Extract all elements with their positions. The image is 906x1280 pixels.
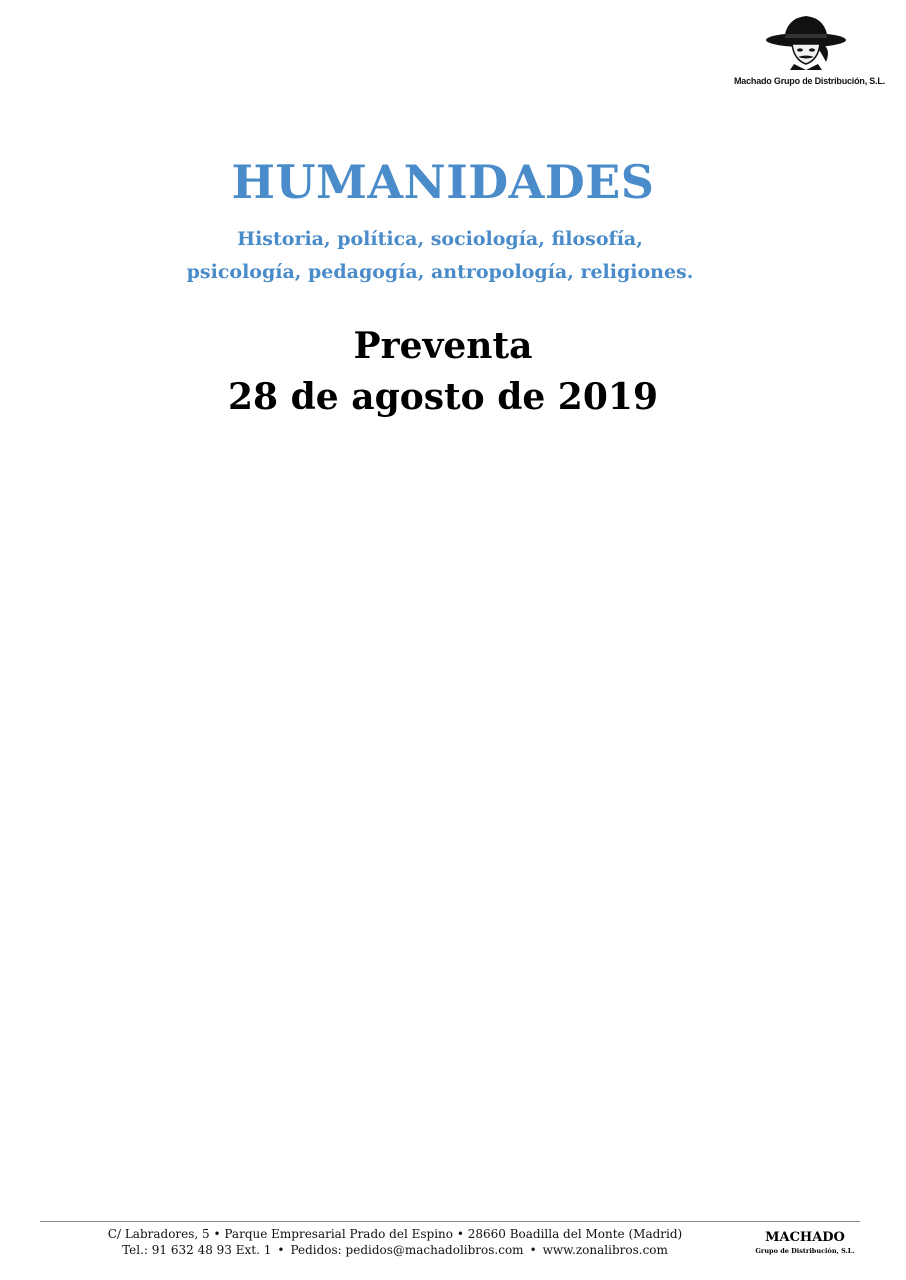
footer-contact bbox=[95, 1243, 695, 1257]
presale-label: Preventa bbox=[353, 325, 533, 367]
footer-address: C/ Labradores, 5 • Parque Empresarial Prado del Espino • 28660 Boadilla del Monte (Madrid) bbox=[107, 1227, 683, 1241]
page-title: HUMANIDADES bbox=[231, 155, 655, 209]
company-logo bbox=[734, 10, 884, 96]
footer-brand-sub: Grupo de Distribución, S.L. bbox=[755, 1247, 855, 1255]
hat-figure-icon bbox=[762, 10, 852, 70]
presale-date: 28 de agosto de 2019 bbox=[228, 376, 658, 418]
subtitle-line-1: Historia, política, sociología, filosofía, bbox=[237, 228, 643, 250]
footer-phone: Tel.: 91 632 48 93 Ext. 1 bbox=[122, 1243, 272, 1257]
footer-brand: MACHADO bbox=[765, 1230, 845, 1245]
footer-website-link[interactable]: www.zonalibros.com bbox=[542, 1243, 668, 1257]
logo-company-name: Machado Grupo de Distribución, S.L. bbox=[734, 76, 886, 86]
footer-separator: • bbox=[277, 1243, 285, 1257]
footer-divider bbox=[40, 1221, 860, 1222]
subtitle-line-2: psicología, pedagogía, antropología, religiones. bbox=[186, 261, 694, 283]
footer-orders-email[interactable]: Pedidos: pedidos@machadolibros.com bbox=[290, 1243, 524, 1257]
footer-separator: • bbox=[529, 1243, 537, 1257]
